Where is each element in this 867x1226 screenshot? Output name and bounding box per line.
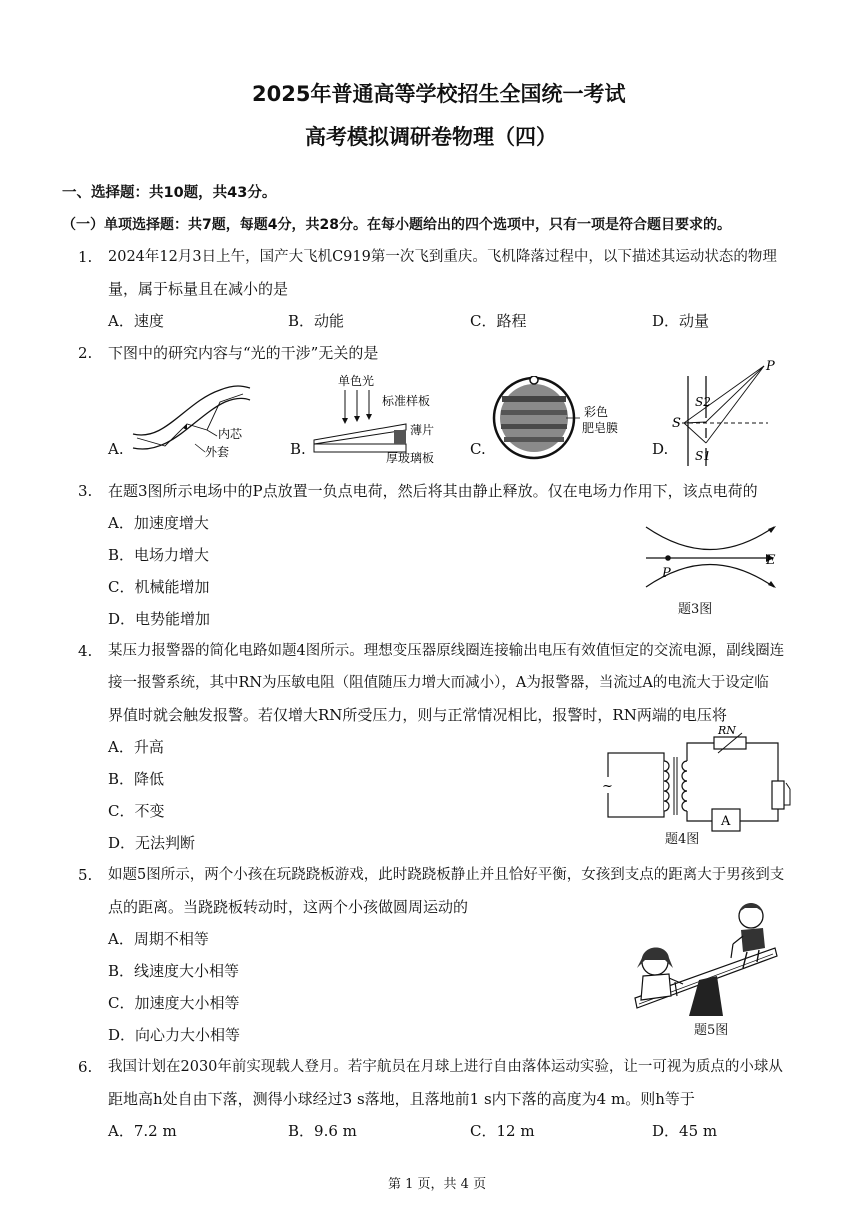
q2-option-d: D. — [652, 440, 669, 458]
svg-text:~: ~ — [602, 779, 613, 794]
q5-option-b: B．线速度大小相等 — [108, 962, 240, 980]
figure3-caption: 题3图 — [678, 602, 713, 617]
double-slit-figure — [668, 356, 788, 468]
q6-option-a: A．7.2 m — [108, 1122, 177, 1140]
q5-option-c: C．加速度大小相等 — [108, 994, 240, 1012]
thin-sheet-label: 薄片 — [410, 423, 435, 437]
source-s-label: S — [672, 416, 681, 431]
page-footer: 第 1 页，共 4 页 — [388, 1177, 487, 1192]
q6-option-b: B．9.6 m — [288, 1122, 357, 1140]
figure5-caption: 题5图 — [694, 1023, 729, 1038]
q6-option-c: C．12 m — [470, 1122, 535, 1140]
air-wedge-figure — [310, 372, 450, 464]
q3-option-d: D．电势能增加 — [108, 610, 211, 628]
q2-text-line1: 下图中的研究内容与“光的干涉”无关的是 — [108, 344, 379, 362]
point-p-label: P — [662, 566, 671, 581]
q4-option-b: B．降低 — [108, 770, 165, 788]
colored-label: 彩色 — [584, 405, 609, 419]
q5-text-line2: 点的距离。当跷跷板转动时，这两个小孩做圆周运动的 — [108, 898, 469, 916]
q1-option-c: C．路程 — [470, 312, 527, 330]
q1-text-line1: 2024年12月3日上午，国产大飞机C919第一次飞到重庆。飞机降落过程中，以下描述其运动状态的物理 — [108, 249, 777, 265]
optical-fiber-figure — [125, 372, 255, 462]
point-p-label: P — [766, 359, 775, 374]
q2-option-b: B. — [290, 440, 306, 458]
alarm-a-label: A — [721, 814, 731, 829]
q4-text-line2: 接一报警系统，其中RN为压敏电阻（阻值随压力增大而减小），A为报警器，当流过A的电流大于设定临 — [108, 675, 769, 691]
q5-number: 5. — [78, 866, 93, 884]
q4-text-line3: 界值时就会触发报警。若仅增大RN所受压力，则与正常情况相比，报警时，RN两端的电压将 — [108, 706, 727, 724]
transformer-circuit-figure — [594, 725, 804, 835]
q4-option-d: D．无法判断 — [108, 834, 196, 852]
thick-glass-label: 厚玻璃板 — [386, 451, 435, 464]
q6-number: 6. — [78, 1058, 93, 1076]
q1-text-line2: 量，属于标量且在减小的是 — [108, 280, 289, 298]
paper-subtitle: 高考模拟调研卷物理（四） — [305, 125, 557, 149]
q1-option-d: D．动量 — [652, 312, 710, 330]
q5-option-d: D．向心力大小相等 — [108, 1026, 241, 1044]
section-heading: 一、选择题：共10题，共43分。 — [62, 185, 277, 201]
q2-number: 2. — [78, 344, 93, 362]
subsection-heading: （一）单项选择题：共7题，每题4分，共28分。在每小题给出的四个选项中，只有一项是符合题目要求的。 — [62, 217, 731, 233]
q3-text-line1: 在题3图所示电场中的P点放置一负点电荷，然后将其由静止释放。仅在电场力作用下，该点电荷的 — [108, 482, 758, 500]
slit-s2-label: S2 — [695, 395, 711, 409]
soap-film-label: 肥皂膜 — [582, 421, 619, 435]
outer-cladding-label: 外套 — [205, 445, 230, 459]
resistor-rn-label: RN — [718, 725, 736, 737]
q6-text-line1: 我国计划在2030年前实现载人登月。若宇航员在月球上进行自由落体运动实验，让一可视为质点的小球从 — [108, 1059, 783, 1075]
q1-option-b: B．动能 — [288, 312, 345, 330]
q1-option-a: A．速度 — [108, 312, 164, 330]
q4-number: 4. — [78, 642, 93, 660]
q6-option-d: D．45 m — [652, 1122, 718, 1140]
q4-text-line1: 某压力报警器的简化电路如题4图所示。理想变压器原线圈连接输出电压有效值恒定的交流电源，副线圈连 — [108, 643, 785, 659]
q6-text-line2: 距地高h处自由下落，测得小球经过3 s落地，且落地前1 s内下落的高度为4 m。则h等于 — [108, 1090, 695, 1108]
electric-field-figure — [640, 515, 790, 600]
figure4-caption: 题4图 — [665, 832, 700, 847]
q3-option-a: A．加速度增大 — [108, 514, 209, 532]
q3-number: 3. — [78, 482, 93, 500]
soap-film-figure — [492, 376, 622, 466]
q4-option-a: A．升高 — [108, 738, 164, 756]
standard-sample-label: 标准样板 — [382, 394, 431, 408]
seesaw-figure — [625, 896, 785, 1026]
q1-number: 1. — [78, 248, 93, 266]
q3-option-b: B．电场力增大 — [108, 546, 210, 564]
q5-text-line1: 如题5图所示，两个小孩在玩跷跷板游戏，此时跷跷板静止并且恰好平衡，女孩到支点的距离大于男孩到支 — [108, 867, 785, 883]
q5-option-a: A．周期不相等 — [108, 930, 209, 948]
inner-core-label: 内芯 — [218, 427, 243, 441]
q2-option-a: A. — [108, 440, 124, 458]
exam-title: 2025年普通高等学校招生全国统一考试 — [252, 82, 626, 106]
monochromatic-light-label: 单色光 — [338, 374, 375, 388]
field-e-label: E — [766, 553, 776, 568]
q3-option-c: C．机械能增加 — [108, 578, 210, 596]
slit-s1-label: S1 — [695, 449, 711, 463]
q4-option-c: C．不变 — [108, 802, 165, 820]
q2-option-c: C. — [470, 440, 486, 458]
